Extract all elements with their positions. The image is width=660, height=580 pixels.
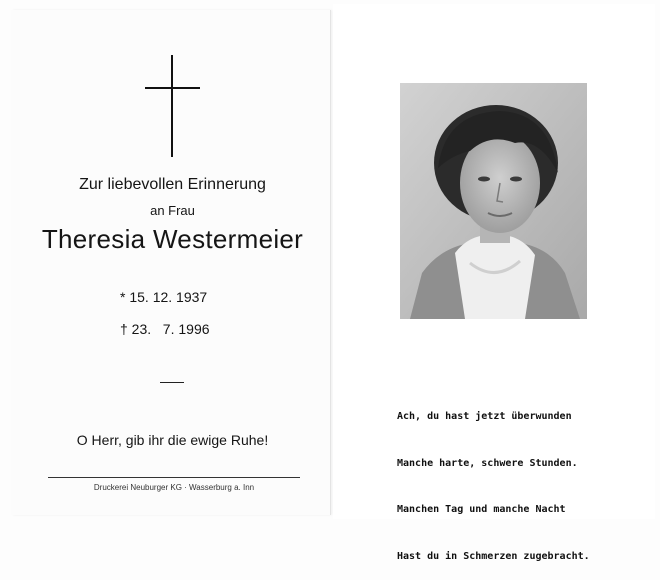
poem-line: Manche harte, schwere Stunden. [397, 457, 578, 469]
salutation-text: an Frau [150, 203, 195, 218]
cross-icon [145, 55, 200, 157]
portrait-photo-graphic [400, 83, 587, 319]
footer-rule [48, 477, 300, 478]
separator-dash [160, 382, 184, 383]
prayer-text: O Herr, gib ihr die ewige Ruhe! [76, 432, 269, 448]
poem-line: Ach, du hast jetzt überwunden [397, 411, 572, 422]
portrait-photo [400, 83, 587, 319]
poem [397, 378, 590, 580]
life-dates [120, 288, 210, 352]
printer-imprint: Druckerei Neuburger KG · Wasserburg a. Inn [93, 483, 255, 492]
poem-line: Hast du in Schmerzen zugebracht. [397, 550, 590, 562]
intro-text: Zur liebevollen Erinnerung [79, 176, 266, 193]
death-date: † 23. 7. 1996 [120, 321, 210, 337]
deceased-name: Theresia Westermeier [41, 224, 304, 254]
birth-date: * 15. 12. 1937 [120, 289, 208, 305]
poem-line: Manchen Tag und manche Nacht [397, 504, 566, 515]
